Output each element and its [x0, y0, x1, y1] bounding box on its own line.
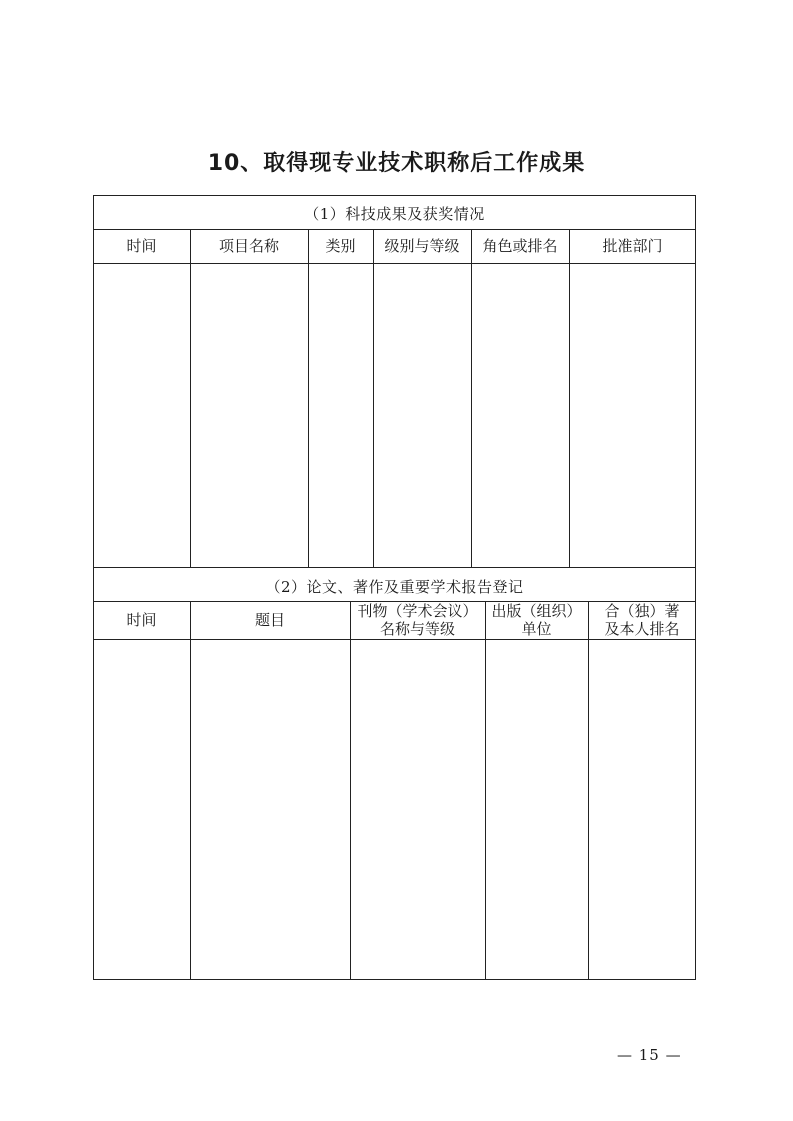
section-divider	[93, 567, 696, 568]
section2-col-line	[485, 601, 486, 980]
section2-header-time-label: 时间	[126, 611, 157, 629]
section1-col-line	[373, 229, 374, 567]
section2-header-publisher-line2: 单位	[521, 620, 552, 638]
section2-header-publisher-line1: 出版（组织）	[491, 602, 582, 620]
section2-col-line	[190, 601, 191, 980]
section2-title: （2）论文、著作及重要学术报告登记	[265, 578, 524, 596]
section1-header-divider	[93, 263, 696, 264]
section2-header-journal	[350, 601, 485, 639]
section1-title: （1）科技成果及获奖情况	[304, 205, 485, 223]
section2-header-journal-line1: 刊物（学术会议）	[357, 602, 478, 620]
section2-header-divider	[93, 639, 696, 640]
page-number: — 15 —	[617, 1046, 682, 1064]
section1-col-line	[471, 229, 472, 567]
section1-header-time: 时间	[126, 237, 157, 255]
section2-header-publisher	[485, 601, 588, 639]
section1-col-line	[190, 229, 191, 567]
section1-header-approving-dept: 批准部门	[602, 237, 663, 255]
section1-header-project-name: 项目名称	[218, 237, 279, 255]
section1-col-line	[308, 229, 309, 567]
section2-header-authorship-line2: 及本人排名	[604, 620, 680, 638]
section1-header-role-rank: 角色或排名	[482, 237, 558, 255]
section2-col-line	[350, 601, 351, 980]
section2-header-title-label: 题目	[254, 611, 285, 629]
section1-header-level-grade: 级别与等级	[384, 237, 460, 255]
section2-header-time	[93, 601, 190, 639]
section1-col-line	[569, 229, 570, 567]
page-title: 10、取得现专业技术职称后工作成果	[207, 151, 586, 176]
section2-col-line	[588, 601, 589, 980]
section2-header-title	[190, 601, 350, 639]
section1-header-category: 类别	[325, 237, 356, 255]
section2-header-journal-line2: 名称与等级	[379, 620, 455, 638]
section2-header-authorship-line1: 合（独）著	[604, 602, 680, 620]
section2-header-authorship	[588, 601, 696, 639]
